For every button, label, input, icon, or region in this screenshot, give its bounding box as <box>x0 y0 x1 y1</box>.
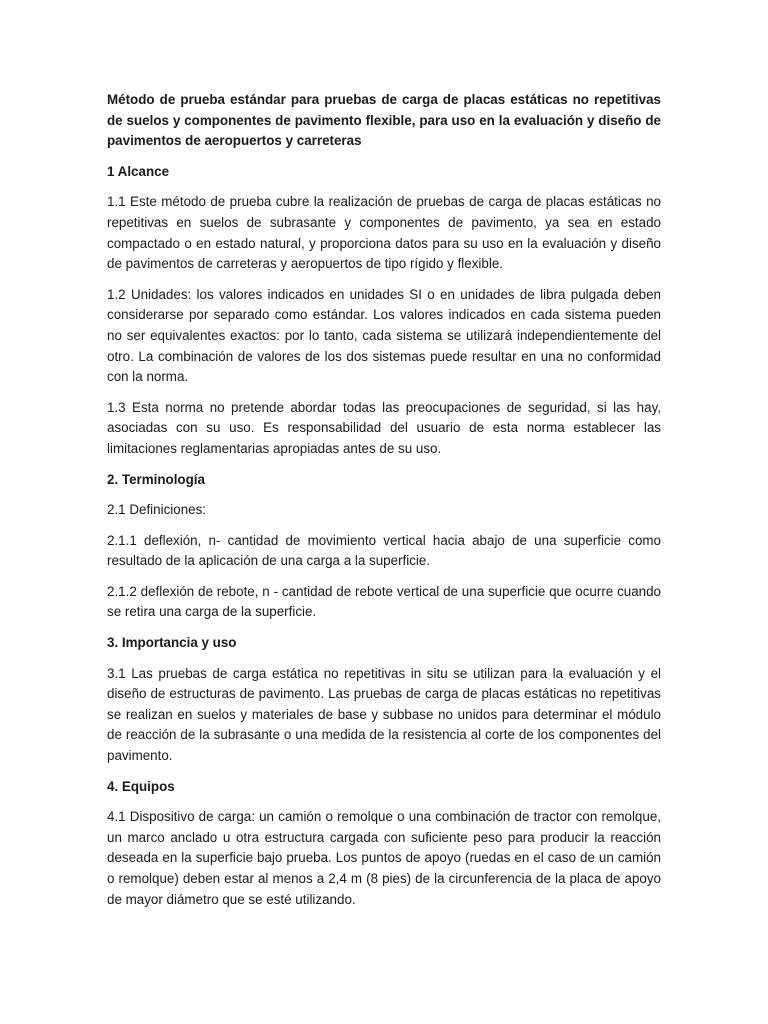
paragraph-1-2: 1.2 Unidades: los valores indicados en unidades SI o en unidades de libra pulgada deben considerarse por separado como estándar. Los valores indicados en cada sistema pueden no ser equivalentes exactos: por lo tanto, cada sistema se utilizará independientemente del otro. La combinación de valores de los dos sistemas puede resultar en una no conformidad con la norma. <box>107 286 661 385</box>
document-title: Método de prueba estándar para pruebas de carga de placas estáticas no repetitivas de suelos y componentes de pavimento flexible, para uso en la evaluación y diseño de pavimentos de aeropuertos y carreteras <box>107 92 661 149</box>
section-heading-equipos: 4. Equipos <box>107 778 175 794</box>
paragraph-2-1-1: 2.1.1 deflexión, n- cantidad de movimiento vertical hacia abajo de una superficie como resultado de la aplicación de una carga a la superficie. <box>107 532 661 569</box>
paragraph-4-1: 4.1 Dispositivo de carga: un camión o remolque o una combinación de tractor con remolque, un marco anclado u otra estructura cargada con suficiente peso para producir la reacción deseada en la superficie bajo prueba. Los puntos de apoyo (ruedas en el caso de un camión o remolque) deben estar al menos a 2,4 m (8 pies) de la circunferencia de la placa de apoyo de mayor diámetro que se esté utilizando. <box>107 809 661 907</box>
paragraph-2-1-2: 2.1.2 deflexión de rebote, n - cantidad de rebote vertical de una superficie que ocurre cuando se retira una carga de la superficie. <box>107 583 661 620</box>
paragraph-2-1: 2.1 Definiciones: <box>107 502 206 518</box>
section-heading-alcance: 1 Alcance <box>107 163 170 179</box>
paragraph-1-3: 1.3 Esta norma no pretende abordar todas las preocupaciones de seguridad, si las hay, asociadas con su uso. Es responsabilidad del usuario de esta norma establecer las limitaciones reglamentarias apropiadas antes de su uso. <box>107 399 661 456</box>
section-heading-importancia: 3. Importancia y uso <box>107 635 237 651</box>
paragraph-1-1: 1.1 Este método de prueba cubre la realización de pruebas de carga de placas estáticas no repetitivas en suelos de subrasante y componentes de pavimento, ya sea en estado compactado o en estado natural, y proporciona datos para su uso en la evaluación y diseño de pavimentos de carreteras y aeropuertos de tipo rígido y flexible. <box>107 194 661 272</box>
paragraph-3-1: 3.1 Las pruebas de carga estática no repetitivas in situ se utilizan para la evaluación y el diseño de estructuras de pavimento. Las pruebas de carga de placas estáticas no repetitivas se realizan en suelos y materiales de base y subbase no unidos para determinar el módulo de reacción de la subrasante o una medida de la resistencia al corte de los componentes del pavimento. <box>107 665 661 764</box>
document-page <box>107 90 661 920</box>
section-heading-terminologia: 2. Terminología <box>107 471 205 487</box>
